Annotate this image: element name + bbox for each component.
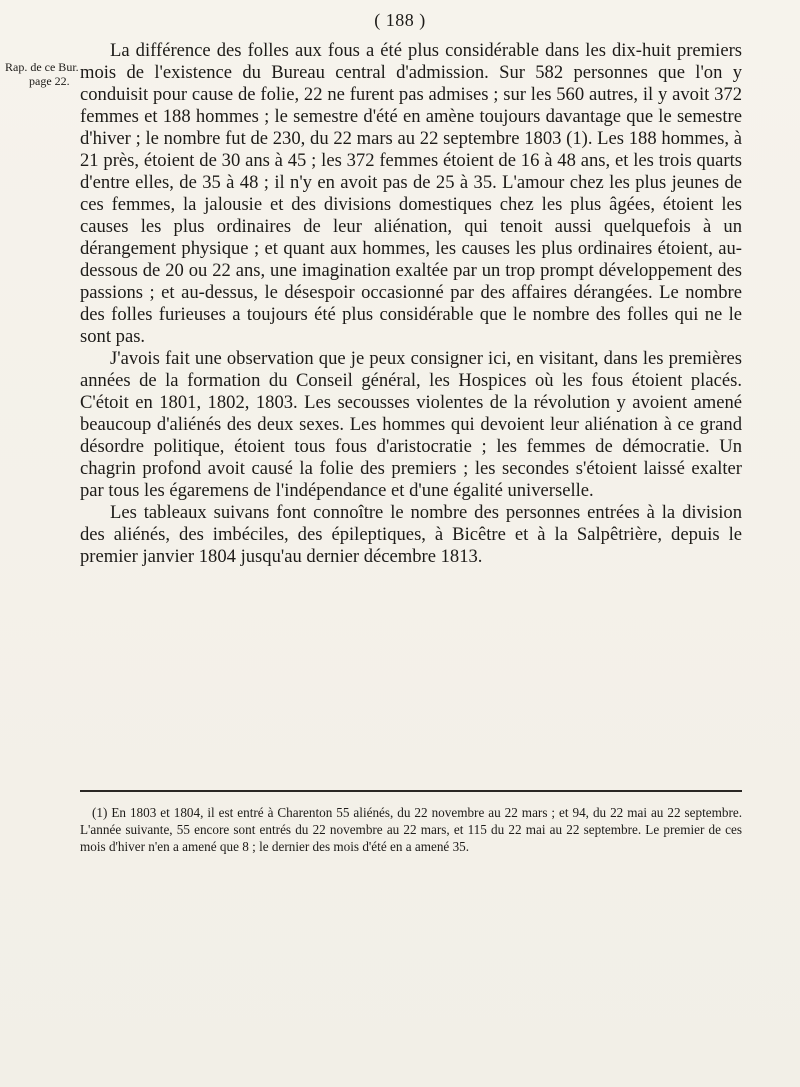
margin-note-source: Rap. de ce Bur. (5, 60, 79, 74)
paragraph-2: J'avois fait une observation que je peux consigner ici, en visitant, dans les premières années de la formation du Conseil général, les Hospices où les fous étoient placés. C'étoit en 1801, 1802, 1803. Les secousses violentes de la révolution y avoient amené beaucoup d'aliénés des deux sexes. Les hommes qui devoient leur aliénation à ce grand désordre politique, étoient tous fous d'aristocratie ; les femmes de démocratie. Un chagrin profond avoit causé la folie des premiers ; les secondes s'étoient laissé exalter par tous les égaremens de l'indépendance et d'une égalité universelle. (80, 348, 742, 501)
footnote-text: (1) En 1803 et 1804, il est entré à Charenton 55 aliénés, du 22 novembre au 22 mars ; et 94, du 22 mai au 22 septembre. L'année suivante, 55 encore sont entrés du 22 novembre au 22 mars, et 115 du 22 mai au 22 septembre. Le premier de ces mois d'hiver n'en a amené que 8 ; le dernier des mois d'été en a amené 35. (80, 805, 742, 854)
paragraph-1: La différence des folles aux fous a été plus considérable dans les dix-huit premiers mois de l'existence du Bureau central d'admission. Sur 582 personnes que l'on y conduisit pour cause de folie, 22 ne furent pas admises ; sur les 560 autres, il y avoit 372 femmes et 188 hommes ; le semestre d'été en amène toujours davantage que le semestre d'hiver ; le nombre fut de 230, du 22 mars au 22 septembre 1803 (1). Les 188 hommes, à 21 près, étoient de 30 ans à 45 ; les 372 femmes étoient de 16 à 48 ans, et les trois quarts d'entre elles, de 35 à 48 ; il n'y en avoit pas de 25 à 35. L'amour chez les plus jeunes de ces femmes, la jalousie et des divisions domestiques chez les plus âgées, étoient les causes les plus ordinaires de leur aliénation, qui tenoit aussi quelquefois à un dérangement physique ; et quant aux hommes, les causes les plus ordinaires étoient, au-dessous de 20 ou 22 ans, une imagination exaltée par un trop prompt développement des passions ; et au-dessus, le désespoir occasionné par des affaires dérangées. Le nombre des folles furieuses a toujours été plus considérable que le nombre des folles qui ne le sont pas. (80, 40, 742, 347)
margin-note-page: page 22. (29, 74, 70, 88)
main-text (80, 40, 742, 568)
margin-note (5, 60, 79, 88)
page-number: ( 188 ) (374, 10, 426, 30)
paragraph-3: Les tableaux suivans font connoître le nombre des personnes entrées à la division des aliénés, des imbéciles, des épileptiques, à Bicêtre et à la Salpêtrière, depuis le premier janvier 1804 jusqu'au dernier décembre 1813. (80, 502, 742, 567)
footnote-divider (80, 790, 742, 792)
footnote (80, 804, 742, 855)
